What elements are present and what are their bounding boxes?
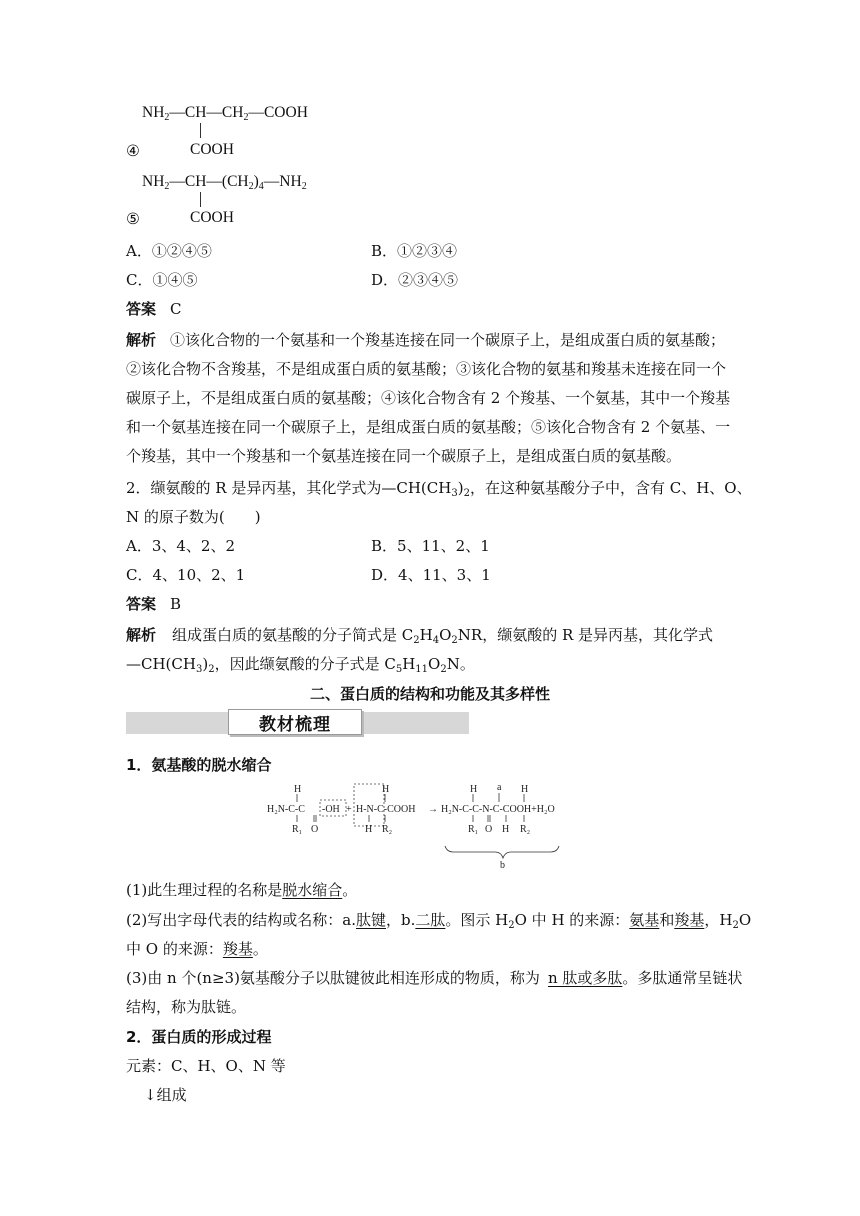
svg-text:H: H bbox=[470, 784, 478, 795]
diagram-brace bbox=[445, 846, 559, 858]
q1-analysis-line-3: 碳原子上，不是组成蛋白质的氨基酸；④该化合物含有 2 个羧基、一个氨基，其中一个羧基 bbox=[126, 389, 731, 407]
item-1-title: 1．氨基酸的脱水缩合 bbox=[126, 756, 272, 774]
svg-text:a: a bbox=[497, 782, 502, 793]
formula-4-main-chain: $NH_2—CH—CH_2—COOH$ bbox=[142, 104, 308, 123]
q1-analysis-line-4: 和一个氨基连接在同一个碳原子上，是组成蛋白质的氨基酸；⑤该化合物含有 2 个氨基、一 bbox=[126, 418, 731, 436]
diagram-text-right-formula: H₂N-C-C-N-C-COOH+H₂O bbox=[441, 804, 555, 815]
svg-text:H: H bbox=[365, 824, 373, 835]
formula-4-bond bbox=[200, 123, 201, 138]
p2-line-1: (2)写出字母代表的结构或名称：a.肽键，b.二肽。图示 $H_2O$ 中 H 的来源：氨基和羧基，$H_2O$ bbox=[126, 911, 752, 931]
banner-title: 教材梳理 bbox=[228, 709, 362, 735]
q1-analysis-line-2: ②该化合物不含羧基，不是组成蛋白质的氨基酸；③该化合物的氨基和羧基未连接在同一个 bbox=[126, 360, 727, 378]
q1-answer: 答案 C bbox=[126, 300, 182, 318]
svg-text:O: O bbox=[311, 824, 319, 835]
formula-4-marker: ④ bbox=[126, 143, 140, 160]
q2-analysis-line-2: $—CH(CH_3)_2$，因此缬氨酸的分子式是 $C_5H_{11}O_2N$。 bbox=[126, 655, 475, 675]
p2-line-2: 中 O 的来源：羧基。 bbox=[126, 940, 268, 958]
svg-text:O: O bbox=[485, 824, 493, 835]
q1-analysis-line-1: 解析 ①该化合物的一个氨基和一个羧基连接在同一个碳原子上，是组成蛋白质的氨基酸； bbox=[126, 331, 726, 349]
q2-answer: 答案 B bbox=[126, 595, 182, 613]
formula-5-side-chain: COOH bbox=[190, 209, 234, 226]
svg-text:+: + bbox=[346, 804, 352, 815]
q1-option-c: C．①④⑤ bbox=[126, 271, 198, 289]
svg-text:H: H bbox=[521, 784, 529, 795]
q2-analysis-line-1: 解析 组成蛋白质的氨基酸的分子简式是 $C_2H_4O_2NR$，缬氨酸的 R 是异丙基，其化学式 bbox=[126, 626, 714, 646]
svg-text:R₂: R₂ bbox=[382, 824, 393, 835]
compose-line: ↓组成 bbox=[144, 1086, 187, 1104]
svg-text:R₂: R₂ bbox=[520, 824, 531, 835]
p1-line: (1)此生理过程的名称是脱水缩合。 bbox=[126, 881, 358, 899]
p3-line-2: 结构，称为肽链。 bbox=[126, 998, 247, 1016]
formula-5-bond bbox=[200, 192, 201, 207]
item-2-title: 2．蛋白质的形成过程 bbox=[126, 1028, 272, 1046]
q2-option-b: B．5、11、2、1 bbox=[371, 537, 490, 555]
q1-option-b: B．①②③④ bbox=[371, 242, 458, 260]
q2-option-c: C．4、10、2、1 bbox=[126, 566, 246, 584]
diagram-label-b: b bbox=[500, 860, 505, 871]
svg-text:H-N-C-COOH: H-N-C-COOH bbox=[356, 804, 416, 815]
diagram-arrow: → bbox=[428, 804, 438, 815]
diagram-text-h: H bbox=[294, 784, 302, 795]
q2-stem-line-1: 2．缬氨酸的 R 是异丙基，其化学式为$—CH(CH_3)_2$，在这种氨基酸分子中，含有 C、H、O、 bbox=[126, 479, 752, 499]
elements-line: 元素：C、H、O、N 等 bbox=[126, 1057, 286, 1075]
q1-analysis-line-5: 个羧基，其中一个羧基和一个氨基连接在同一个碳原子上，是组成蛋白质的氨基酸。 bbox=[126, 447, 682, 465]
q1-option-a: A．①②④⑤ bbox=[126, 242, 212, 260]
svg-text:-OH: -OH bbox=[322, 804, 340, 815]
p3-line-1: (3)由 n 个(n≥3)氨基酸分子以肽键彼此相连形成的物质，称为 n 肽或多肽。多肽通常呈链状 bbox=[126, 969, 743, 987]
q2-option-a: A．3、4、2、2 bbox=[126, 537, 236, 555]
formula-5-main-chain: $NH_2—CH—(CH_2)_4—NH_2$ bbox=[142, 173, 307, 192]
q2-option-d: D．4、11、3、1 bbox=[371, 566, 491, 584]
section-heading: 二、蛋白质的结构和功能及其多样性 bbox=[309, 685, 550, 703]
q1-option-d: D．②③④⑤ bbox=[371, 271, 459, 289]
dehydration-diagram bbox=[265, 780, 600, 872]
svg-text:R₁: R₁ bbox=[292, 824, 303, 835]
svg-text:R₁: R₁ bbox=[468, 824, 479, 835]
svg-text:H: H bbox=[382, 784, 390, 795]
formula-4-side-chain: COOH bbox=[190, 141, 234, 158]
svg-text:H: H bbox=[502, 824, 510, 835]
formula-5-marker: ⑤ bbox=[126, 211, 140, 228]
diagram-text-left-formula: H₂N-C-C bbox=[267, 804, 305, 815]
q2-stem-line-2: N 的原子数为( ) bbox=[126, 508, 261, 526]
